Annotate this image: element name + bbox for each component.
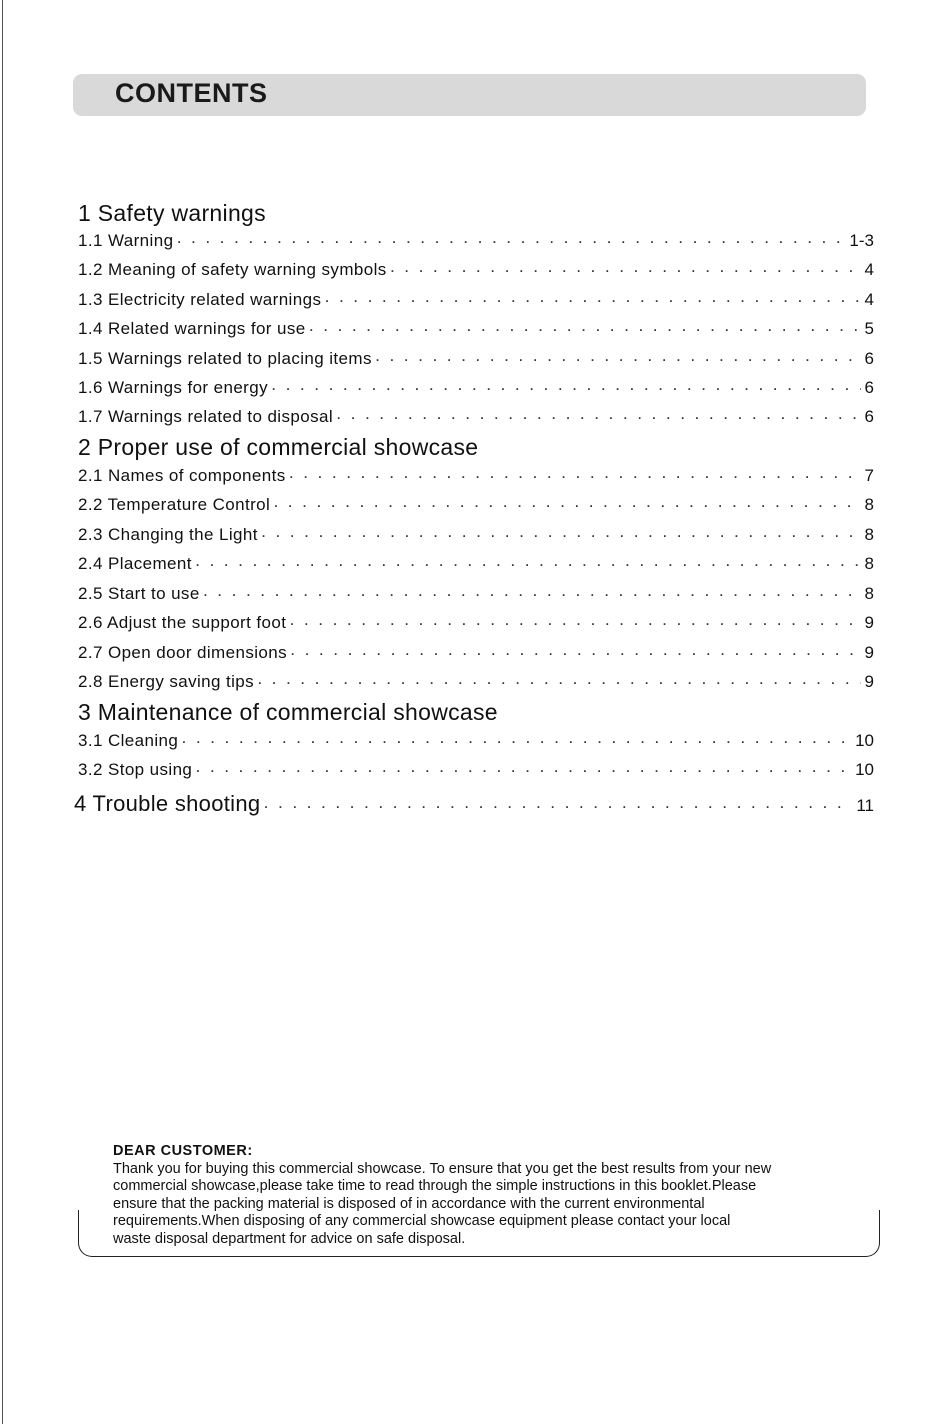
dot-leader xyxy=(258,676,860,690)
dot-leader xyxy=(310,323,861,337)
dot-leader xyxy=(262,529,861,543)
toc-entry-label: 1.7 Warnings related to disposal xyxy=(78,407,334,426)
toc-entry-page: 6 xyxy=(864,349,874,368)
dot-leader xyxy=(182,735,851,749)
dot-leader xyxy=(274,499,860,513)
toc-entry-label: 2.1 Names of components xyxy=(78,466,286,485)
toc-entry[interactable] xyxy=(78,495,874,521)
toc-entry-label: 2.4 Placement xyxy=(78,554,192,573)
toc-entry[interactable] xyxy=(78,613,874,639)
toc-entry[interactable] xyxy=(78,349,874,375)
notice-heading: DEAR CUSTOMER: xyxy=(113,1143,253,1159)
toc-entry-page: 8 xyxy=(864,495,874,514)
toc-entry[interactable] xyxy=(78,760,874,786)
customer-notice xyxy=(113,1143,883,1248)
page-edge-line xyxy=(2,0,3,1424)
toc-entry-label: 2.8 Energy saving tips xyxy=(78,672,255,691)
toc-entry[interactable] xyxy=(78,525,874,551)
toc-entry-label: 3.2 Stop using xyxy=(78,760,193,779)
toc-entry-label: 1.5 Warnings related to placing items xyxy=(78,349,372,368)
toc-entry[interactable] xyxy=(78,466,874,492)
toc-entry[interactable] xyxy=(78,407,874,433)
dot-leader xyxy=(196,558,861,572)
page-title: CONTENTS xyxy=(115,78,268,108)
toc-entry-label: 1.6 Warnings for energy xyxy=(78,378,268,397)
toc-entry-label: 2.2 Temperature Control xyxy=(78,495,271,514)
toc-entry-page: 8 xyxy=(864,584,874,603)
dot-leader xyxy=(291,647,861,661)
toc-entry-page: 7 xyxy=(864,466,874,485)
toc-entry-page: 8 xyxy=(864,554,874,573)
toc-entry-page: 8 xyxy=(864,525,874,544)
toc-entry-page: 6 xyxy=(864,407,874,426)
toc-entry-page: 4 xyxy=(864,290,874,309)
toc-entry-page: 11 xyxy=(856,796,874,815)
toc-section-title: 3 Maintenance of commercial showcase xyxy=(78,699,498,725)
toc-entry-page: 10 xyxy=(855,731,874,750)
toc-entry-page: 6 xyxy=(864,378,874,397)
toc-entry[interactable] xyxy=(78,231,874,257)
toc-entry-page: 5 xyxy=(864,319,874,338)
toc-entry[interactable] xyxy=(78,319,874,345)
toc-entry-page: 1-3 xyxy=(849,231,874,250)
toc-entry[interactable] xyxy=(78,584,874,610)
toc-entry-label: 3.1 Cleaning xyxy=(78,731,179,750)
toc-section-title: 2 Proper use of commercial showcase xyxy=(78,434,479,460)
toc-entry-label: 1.4 Related warnings for use xyxy=(78,319,306,338)
toc-entry-label: 2.6 Adjust the support foot xyxy=(78,613,287,632)
dot-leader xyxy=(290,470,861,484)
toc-entry-label: 1.3 Electricity related warnings xyxy=(78,290,322,309)
dot-leader xyxy=(325,294,860,308)
toc-entry-page: 9 xyxy=(864,643,874,662)
toc-entry[interactable] xyxy=(78,378,874,404)
toc-entry-label: 4 Trouble shooting xyxy=(74,791,261,816)
toc-entry[interactable] xyxy=(78,672,874,698)
toc-entry-trouble-shooting[interactable] xyxy=(74,791,874,821)
notice-line: commercial showcase,please take time to read through the simple instructions in this booklet.Please xyxy=(113,1178,757,1194)
toc-entry-label: 2.7 Open door dimensions xyxy=(78,643,288,662)
toc-entry-page: 9 xyxy=(864,613,874,632)
notice-line: Thank you for buying this commercial showcase. To ensure that you get the best results from your new xyxy=(113,1160,772,1177)
toc-entry-label: 1.1 Warning xyxy=(78,231,174,250)
toc-entry[interactable] xyxy=(78,290,874,316)
dot-leader xyxy=(290,617,860,631)
dot-leader xyxy=(337,411,861,425)
notice-line: ensure that the packing material is disposed of in accordance with the current environmental xyxy=(113,1195,705,1212)
dot-leader xyxy=(204,588,861,602)
toc-entry-page: 9 xyxy=(864,672,874,691)
notice-line: waste disposal department for advice on safe disposal. xyxy=(113,1230,466,1247)
toc-entry[interactable] xyxy=(78,731,874,757)
toc-entry[interactable] xyxy=(78,260,874,286)
toc-entry-label: 1.2 Meaning of safety warning symbols xyxy=(78,260,387,279)
dot-leader xyxy=(196,764,851,778)
dot-leader xyxy=(391,264,861,278)
toc-entry-page: 10 xyxy=(855,760,874,779)
toc-entry[interactable] xyxy=(78,643,874,669)
notice-line: requirements.When disposing of any commercial showcase equipment please contact your local xyxy=(113,1213,731,1229)
dot-leader xyxy=(177,235,845,249)
toc-section-title: 1 Safety warnings xyxy=(78,200,266,226)
dot-leader xyxy=(272,382,861,396)
dot-leader xyxy=(376,353,861,367)
dot-leader xyxy=(264,800,852,814)
toc-entry[interactable] xyxy=(78,554,874,580)
toc-entry-label: 2.3 Changing the Light xyxy=(78,525,258,544)
toc-entry-page: 4 xyxy=(864,260,874,279)
toc-entry-label: 2.5 Start to use xyxy=(78,584,200,603)
contents-header xyxy=(73,74,866,116)
